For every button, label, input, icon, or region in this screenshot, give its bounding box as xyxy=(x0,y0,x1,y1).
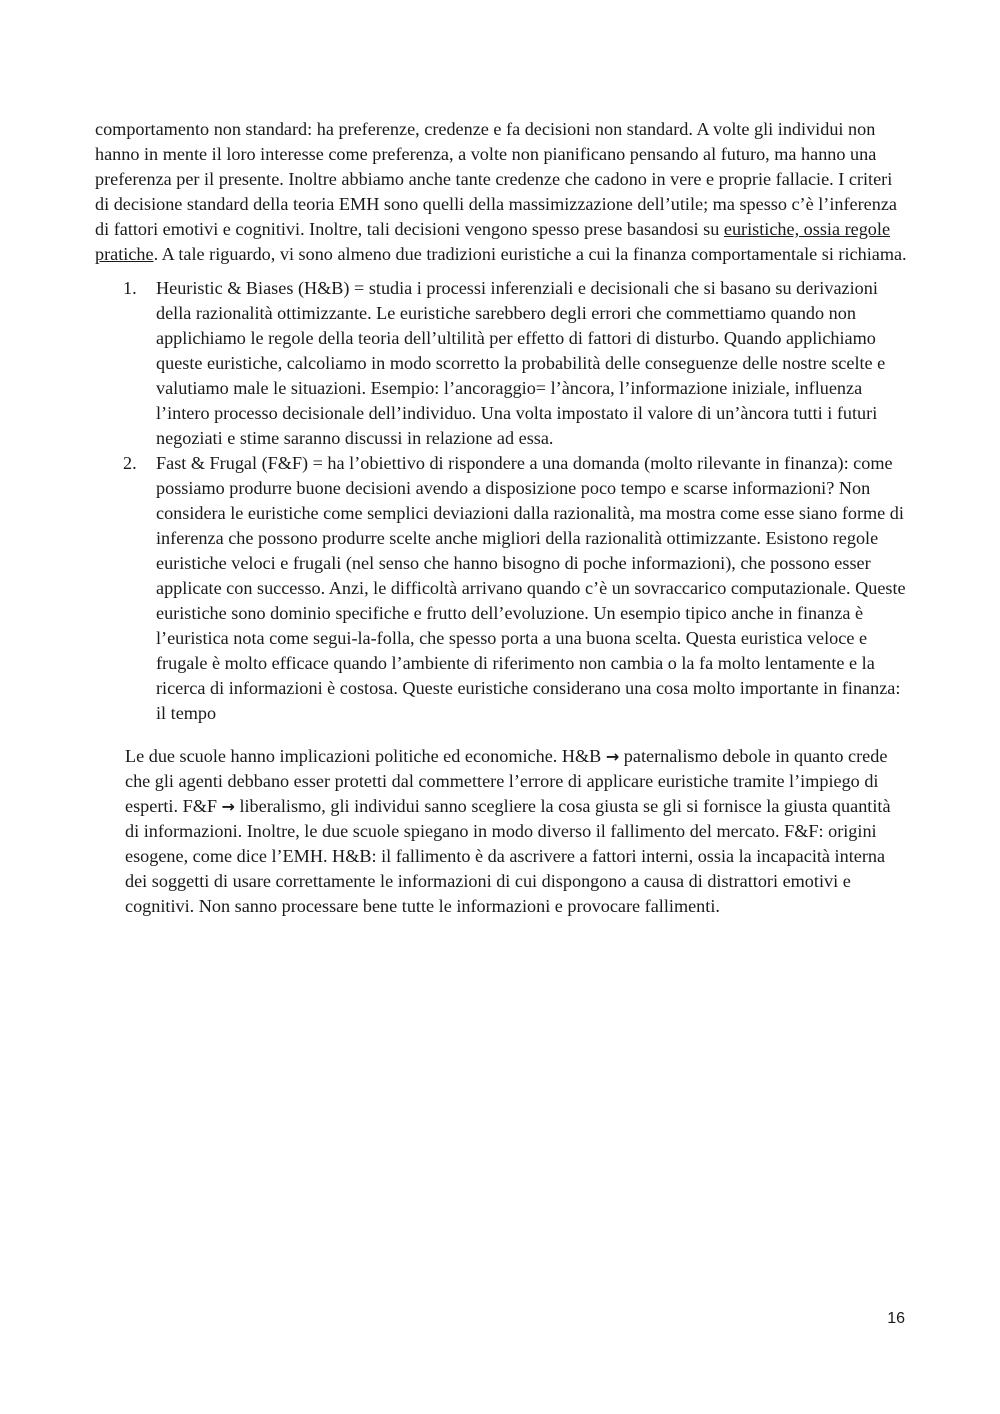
conclusion-text-1: Le due scuole hanno implicazioni politiche ed economiche. H&B xyxy=(125,746,606,766)
intro-text-start: comportamento non standard: ha preferenze, credenze e fa decisioni non standard. A volte gli individui non hanno in mente il loro interesse come preferenza, a volte non pianificano pensando al futuro, ma hanno una preferenza per il presente. Inoltre abbiamo anche tante credenze che cadono in vere e proprie fallacie. I criteri di decisione standard della teoria EMH sono quelli della massimizzazione dell’utile; ma spesso c’è l’inferenza di fattori emotivi e cognitivi. Inoltre, tali decisioni vengono spesso prese basandosi su xyxy=(95,119,897,239)
intro-paragraph xyxy=(95,117,907,267)
list-item-number: 2. xyxy=(123,453,137,473)
heuristic-traditions-list xyxy=(95,276,907,726)
page-content xyxy=(95,117,907,919)
intro-underlined-text: euristiche, ossia regole pratiche xyxy=(95,219,891,264)
list-item-text: Fast & Frugal (F&F) = ha l’obiettivo di rispondere a una domanda (molto rilevante in finanza): come possiamo produrre buone decisioni avendo a disposizione poco tempo e scarse informazioni? Non considera le euristiche come semplici deviazioni dalla razionalità, ma mostra come esse siano forme di inferenza che possono produrre scelte anche migliori della razionalità ottimizzante. Esistono regole euristiche veloci e frugali (nel senso che hanno bisogno di poche informazioni), che possono esser applicate con successo. Anzi, le difficoltà arrivano quando c’è un sovraccarico computazionale. Queste euristiche sono dominio specifiche e frutto dell’evoluzione. Un esempio tipico anche in finanza è l’euristica nota come segui-la-folla, che spesso porta a una buona scelta. Questa euristica veloce e frugale è molto efficace quando l’ambiente di riferimento non cambia o la fa molto lentamente e la ricerca di informazioni è costosa. Queste euristiche considerano una cosa molto importante in finanza: il tempo xyxy=(156,453,906,723)
list-item-fast-frugal xyxy=(95,451,907,726)
conclusion-text-2: paternalismo debole in quanto crede che gli agenti debbano esser protetti dal commettere l’errore di applicare euristiche tramite l’impiego di esperti. F&F xyxy=(125,746,888,816)
page-number: 16 xyxy=(887,1310,905,1327)
list-item-heuristic-biases xyxy=(95,276,907,451)
conclusion-text-3: liberalismo, gli individui sanno scegliere la cosa giusta se gli si fornisce la giusta quantità di informazioni. Inoltre, le due scuole spiegano in modo diverso il fallimento del mercato. F&F: origini esogene, come dice l’EMH. H&B: il fallimento è da ascrivere a fattori interni, ossia la incapacità interna dei soggetti di usare correttamente le informazioni di cui dispongono a causa di distrattori emotivi e cognitivi. Non sanno processare bene tutte le informazioni e provocare fallimenti. xyxy=(125,796,891,916)
conclusion-paragraph xyxy=(95,744,907,919)
intro-text-end: . A tale riguardo, vi sono almeno due tradizioni euristiche a cui la finanza comportamentale si richiama. xyxy=(153,244,907,264)
list-item-number: 1. xyxy=(123,278,137,298)
right-arrow-icon: → xyxy=(605,747,620,766)
right-arrow-icon: → xyxy=(221,797,235,816)
list-item-text: Heuristic & Biases (H&B) = studia i processi inferenziali e decisionali che si basano su derivazioni della razionalità ottimizzante. Le euristiche sarebbero degli errori che commettiamo quando non applichiamo le regole della teoria dell’ultilità per effetto di fattori di disturbo. Quando applichiamo queste euristiche, calcoliamo in modo scorretto la probabilità delle conseguenze delle nostre scelte e valutiamo male le situazioni. Esempio: l’ancoraggio= l’àncora, l’informazione iniziale, influenza l’intero processo decisionale dell’individuo. Una volta impostato il valore di un’àncora tutti i futuri negoziati e stime saranno discussi in relazione ad essa. xyxy=(156,278,886,448)
